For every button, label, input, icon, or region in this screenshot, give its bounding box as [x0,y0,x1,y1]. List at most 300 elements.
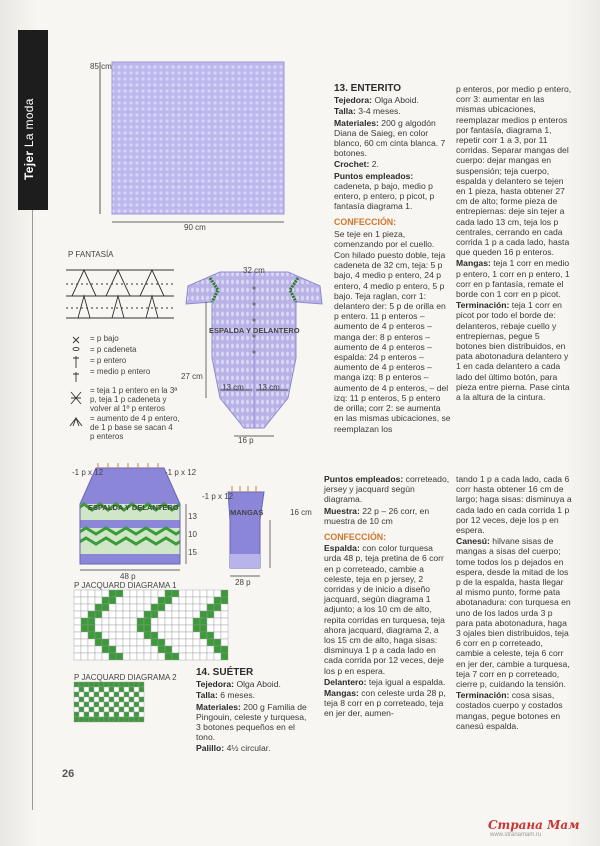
jacquard-cell [94,707,99,712]
jacquard-cell [84,682,89,687]
jacquard-cell [186,618,193,625]
jacquard-cell [193,611,200,618]
jacquard1-title: P JACQUARD DIAGRAMA 1 [74,581,177,590]
jacquard-cell [186,632,193,639]
jacquard-cell [134,682,139,687]
jacquard-cell [74,653,81,660]
jacquard-cell [94,702,99,707]
jacquard-cell [186,611,193,618]
jacquard-cell [134,687,139,692]
jacquard-cell [137,632,144,639]
jacquard-cell [207,604,214,611]
jacquard-cell [81,611,88,618]
jacquard-cell [165,590,172,597]
jacquard-cell [79,712,84,717]
jacquard-cell [158,646,165,653]
jacquard-cell [114,687,119,692]
jacquard-cell [200,604,207,611]
jacquard-cell [221,590,228,597]
jacquard-cell [193,653,200,660]
jacquard-cell [88,611,95,618]
jacquard-cell [151,625,158,632]
jacquard-cell [102,618,109,625]
jacquard-cell [123,604,130,611]
jacquard-cell [193,590,200,597]
jacquard-cell [109,632,116,639]
jacquard-cell [200,653,207,660]
jacquard-cell [88,639,95,646]
jacquard-cell [179,625,186,632]
jacquard-cell [207,639,214,646]
jacquard-cell [214,646,221,653]
jacquard-cell [109,707,114,712]
jacquard-cell [116,639,123,646]
jacquard-cell [124,692,129,697]
jacquard-cell [179,639,186,646]
article-13-col1: 13. ENTERITO Tejedora: Olga Aboid. Talla: 3-4 meses. Materiales: 200 g algodón Diana de Saieg, en color blanco, 60 cm cinta blanca. 7 botones. Crochet: 2. Puntos empleados: cadeneta, p bajo, medio p entero, p entero, p picot, p fantasía diagrama 1. CONFECCIÓN: Se teje en 1 pieza, comenzando por el cuello. Con hilado puesto doble, teja cadeneta de 32 cm, teja: 5 p bajo, 4 medio p entero, 24 p entero, 4 medio p entero, 5 p bajo. Teja raglan, corr 1: delantero der: 5 p de orilla en p entero. 11 p enteros – aumento de 4 p enteros – manga der: 8 p enteros – aumento de 4 p enteros – espalda: 24 p enteros – aumento de 4 p enteros – manga izq: 8 p enteros – aumento de 4 p enteros, – del izq: 11 p enteros, 5 p entero de orilla; corr 2: se aumenta en las mismas ubicaciones, se reemplazan los [334,83,451,434]
jacquard-cell [88,590,95,597]
jacquard-cell [114,697,119,702]
jacquard-cell [165,611,172,618]
jacquard-cell [129,717,134,722]
jacquard-cell [109,653,116,660]
jacquard-cell [74,702,79,707]
jacquard-cell [95,611,102,618]
jacquard-cell [81,604,88,611]
jacquard-cell [186,590,193,597]
jacquard-cell [158,625,165,632]
jacquard-cell [124,682,129,687]
jacquard-cell [119,702,124,707]
jacquard-cell [109,639,116,646]
jacquard-cell [109,712,114,717]
jacquard-cell [74,692,79,697]
jacquard-cell [134,717,139,722]
jacquard-cell [139,707,144,712]
section-tab [18,30,48,210]
jacquard-cell [116,611,123,618]
jacquard-cell [200,618,207,625]
jacquard-cell [95,646,102,653]
jacquard-cell [214,611,221,618]
jacquard-cell [193,597,200,604]
jacquard-cell [137,590,144,597]
jacquard-cell [102,597,109,604]
jacquard-cell [123,646,130,653]
jacquard-cell [109,687,114,692]
jacquard-cell [119,712,124,717]
jacquard-cell [179,597,186,604]
jacquard-cell [109,611,116,618]
jacquard-cell [81,618,88,625]
jacquard-cell [158,604,165,611]
legend-symbols [70,334,90,434]
legend-note-1: = teja 1 p entero en la 3ª p, teja 1 p cadeneta y volver al 1º p enteros [90,386,178,413]
jacquard-cell [130,639,137,646]
jacquard-cell [116,590,123,597]
jacquard-cell [193,604,200,611]
jacquard-cell [124,697,129,702]
jacquard-cell [88,632,95,639]
page-number: 26 [62,768,75,780]
jacquard-cell [84,707,89,712]
jacquard-cell [158,597,165,604]
jacquard-cell [134,702,139,707]
jacquard-cell [95,604,102,611]
jacquard-cell [109,692,114,697]
jacquard-cell [130,632,137,639]
jacquard-cell [74,590,81,597]
jacquard-cell [200,611,207,618]
jacquard-cell [172,611,179,618]
jacquard-cell [200,597,207,604]
jacquard-cell [186,597,193,604]
jacquard-cell [221,646,228,653]
legend-medio-p-entero: = medio p entero [90,367,151,376]
jacquard-cell [137,646,144,653]
jacquard-cell [130,597,137,604]
jacquard-cell [144,653,151,660]
jacquard-cell [99,692,104,697]
jacquard-cell [158,618,165,625]
jacquard-cell [158,639,165,646]
jacquard-cell [114,717,119,722]
jacquard-cell [104,702,109,707]
jacquard-cell [158,611,165,618]
jacquard-cell [179,646,186,653]
jacquard-cell [123,597,130,604]
jacquard-cell [89,697,94,702]
jacquard-cell [84,712,89,717]
jacquard-cell [158,632,165,639]
jacquard-cell [151,597,158,604]
jacquard-cell [200,646,207,653]
fantasia-chart [64,262,176,324]
jacquard-cell [144,611,151,618]
jacquard-cell [165,604,172,611]
jacquard-cell [130,646,137,653]
jacquard-cell [221,653,228,660]
jacquard-cell [94,687,99,692]
jacquard-cell [95,625,102,632]
jacquard-cell [158,590,165,597]
jacquard-cell [114,702,119,707]
jacquard-cell [99,687,104,692]
jacquard-cell [144,625,151,632]
jacquard-cell [109,625,116,632]
jacquard-cell [84,697,89,702]
jacquard-cell [116,604,123,611]
jacquard-cell [214,597,221,604]
romper-neck-label: 32 cm [243,266,265,275]
jacquard-cell [99,682,104,687]
jacquard-cell [109,717,114,722]
romper-left-label: 13 cm [222,383,244,392]
jacquard-cell [151,646,158,653]
jacquard-cell [186,646,193,653]
jacquard-cell [84,692,89,697]
jacquard-cell [95,632,102,639]
jacquard-cell [207,625,214,632]
jacquard-cell [81,590,88,597]
jacquard-cell [137,597,144,604]
jacquard-cell [79,692,84,697]
section-title: Tejer La moda [22,98,36,180]
jacquard-cell [130,611,137,618]
jacquard-cell [179,653,186,660]
square-width-label: 90 cm [184,223,206,232]
jacquard-cell [193,639,200,646]
jacquard-cell [79,697,84,702]
jacquard-cell [99,702,104,707]
jacquard-cell [179,604,186,611]
jacquard-cell [139,687,144,692]
jacquard-cell [214,604,221,611]
jacquard-cell [79,707,84,712]
jacquard-cell [74,632,81,639]
jacquard-cell [172,625,179,632]
jacquard-cell [104,687,109,692]
jacquard-cell [214,590,221,597]
jacquard-cell [207,646,214,653]
jacquard-cell [102,611,109,618]
jacquard-cell [88,604,95,611]
jacquard-cell [207,611,214,618]
jacquard-cell [88,625,95,632]
jacquard-cell [139,712,144,717]
jacquard-cell [207,590,214,597]
jacquard-cell [144,639,151,646]
confeccion-heading-2: CONFECCIÓN: [324,532,387,543]
jacquard-cell [109,702,114,707]
jacquard-cell [116,646,123,653]
jacquard-cell [139,702,144,707]
jacquard-cell [172,597,179,604]
sweater-piece-label: ESPALDA Y DELANTERO [88,503,179,512]
jacquard-cell [134,692,139,697]
jacquard-cell [84,717,89,722]
jacquard-cell [200,625,207,632]
jacquard-cell [89,702,94,707]
jacquard-cell [104,712,109,717]
legend-p-entero: = p entero [90,356,127,365]
sweater-width-label: 48 p [120,572,136,581]
jacquard-cell [74,707,79,712]
legend-p-cadeneta: = p cadeneta [90,345,137,354]
jacquard-cell [179,590,186,597]
jacquard-cell [179,618,186,625]
jacquard-cell [214,618,221,625]
jacquard-cell [74,597,81,604]
jacquard-cell [165,639,172,646]
jacquard2-grid [74,682,144,722]
jacquard-cell [179,632,186,639]
jacquard-cell [172,653,179,660]
margin-rule [32,210,33,810]
jacquard-cell [74,611,81,618]
jacquard-cell [137,639,144,646]
romper-right-label: 13 cm [258,383,280,392]
jacquard-cell [119,682,124,687]
jacquard-cell [123,611,130,618]
jacquard-cell [79,682,84,687]
jacquard-cell [114,712,119,717]
jacquard-cell [109,618,116,625]
romper-piece-label: ESPALDA Y DELANTERO [209,326,300,335]
jacquard-cell [102,646,109,653]
jacquard-cell [102,639,109,646]
jacquard-cell [130,604,137,611]
jacquard-cell [104,692,109,697]
jacquard-cell [116,597,123,604]
sweater-measure-1: 13 [188,512,197,521]
jacquard-cell [74,697,79,702]
jacquard-cell [207,618,214,625]
jacquard-cell [124,687,129,692]
jacquard-cell [221,604,228,611]
jacquard-cell [114,682,119,687]
jacquard-cell [207,653,214,660]
jacquard-cell [95,597,102,604]
jacquard-cell [74,717,79,722]
jacquard-cell [81,597,88,604]
jacquard-cell [114,692,119,697]
jacquard-cell [95,590,102,597]
jacquard-cell [144,618,151,625]
jacquard-cell [165,625,172,632]
article-14-col2: tando 1 p a cada lado, cada 6 corr hasta obtener 16 cm de largo; haga sisas: disminuya a cada lado en cada corrida 1 p por 12 veces, deje los p en espera. Canesú: hilvane sisas de mangas a sisas del cuerpo; tome todos los p dejados en espera, desde la mitad de los p de la espalda, hasta llegar al mismo punto, forme pata abotanadura: con turquesa en uno de los lados urda 3 p para pata abotonadura, haga 3 ojales bien distribuidos, teja 6 corr en p correteado, cambie a celeste, teja 6 corr en jer der, cambie a turquesa, teja 7 corr en p correteado, cierre p, cuidando la tensión. Terminación: cosa sisas, costados cuerpo y costados mangas, pegue botones en canesú espalda. [456,474,572,731]
jacquard-cell [89,687,94,692]
jacquard-cell [186,625,193,632]
jacquard-cell [221,639,228,646]
jacquard-cell [200,632,207,639]
jacquard-cell [207,597,214,604]
jacquard-cell [104,682,109,687]
jacquard-cell [88,597,95,604]
sleeve-piece-label: MANGAS [230,508,264,517]
jacquard-cell [151,604,158,611]
square-height-label: 85 cm [90,62,112,71]
legend-p-bajo: = p bajo [90,334,119,343]
jacquard-cell [165,597,172,604]
sweater-rep-right: -1 p x 12 [165,468,197,477]
jacquard-cell [179,611,186,618]
sleeve-rep-label: -1 p x 12 [202,492,234,501]
jacquard-cell [200,639,207,646]
romper-bottom-label: 16 p [238,436,254,445]
jacquard-cell [137,611,144,618]
sweater-rep-left: -1 p x 12 [72,468,104,477]
jacquard-cell [109,682,114,687]
jacquard-cell [95,639,102,646]
jacquard-cell [165,646,172,653]
jacquard-cell [95,618,102,625]
jacquard-cell [81,646,88,653]
romper-diagram [180,262,330,447]
jacquard-cell [109,697,114,702]
sweater-measure-2: 10 [188,530,197,539]
jacquard-cell [74,646,81,653]
jacquard-cell [158,653,165,660]
jacquard-cell [109,604,116,611]
watermark-logo: Страна Мам www.stranamam.ru [488,818,580,838]
jacquard-cell [214,639,221,646]
jacquard-cell [104,717,109,722]
jacquard-cell [186,639,193,646]
jacquard-cell [119,687,124,692]
jacquard-cell [124,712,129,717]
article-14-header: 14. SUÉTER Tejedora: Olga Aboid. Talla: 6 meses. Materiales: 200 g Familia de Pingouin, celeste y turquesa, 3 botones pequeños en el tono. Palillo: 4½ circular. [196,668,312,755]
sleeve-height-label: 16 cm [290,508,312,517]
jacquard-cell [186,653,193,660]
jacquard-cell [151,632,158,639]
jacquard-cell [89,707,94,712]
jacquard-cell [165,618,172,625]
sweater-diagram [76,460,206,580]
jacquard-cell [74,625,81,632]
jacquard-cell [134,707,139,712]
jacquard-cell [144,646,151,653]
jacquard-cell [151,639,158,646]
article-14-title: 14. SUÉTER [196,667,254,678]
jacquard-cell [94,682,99,687]
jacquard-cell [104,707,109,712]
jacquard-cell [109,597,116,604]
jacquard-cell [130,618,137,625]
jacquard-cell [137,653,144,660]
jacquard-cell [116,618,123,625]
jacquard-cell [123,639,130,646]
jacquard-cell [89,682,94,687]
jacquard-cell [81,625,88,632]
romper-height-label: 27 cm [181,372,203,381]
jacquard-cell [102,604,109,611]
jacquard-cell [214,625,221,632]
square-diagram [92,58,292,233]
jacquard-cell [144,604,151,611]
jacquard-cell [151,618,158,625]
jacquard-cell [89,717,94,722]
jacquard-cell [81,632,88,639]
jacquard-cell [144,590,151,597]
jacquard-cell [116,625,123,632]
jacquard-cell [79,687,84,692]
jacquard-cell [99,712,104,717]
jacquard-cell [89,712,94,717]
jacquard-cell [129,707,134,712]
jacquard-cell [151,653,158,660]
jacquard2-title: P JACQUARD DIAGRAMA 2 [74,673,177,682]
jacquard-cell [89,692,94,697]
jacquard-cell [151,590,158,597]
jacquard-cell [129,702,134,707]
jacquard-cell [74,618,81,625]
jacquard-cell [114,707,119,712]
jacquard-cell [165,653,172,660]
jacquard-cell [129,692,134,697]
jacquard-cell [94,717,99,722]
jacquard-cell [81,653,88,660]
jacquard-cell [123,625,130,632]
article-14-col1: Puntos empleados: correteado, jersey y jacquard según diagrama. Muestra: 22 p – 26 corr, en muestra de 10 cm CONFECCIÓN: Espalda: con color turquesa urda 48 p, teja pretina de 6 corr en p correteado, cambie a celeste, teja en p jersey, 2 corridas y de inicio a diseño jacquard, según diagrama 1 adjunto; a los 10 cm de alto, repita corridas en turquesa, teja ahora jacquard, diagrama 2, a los 15 cm de alto, haga sisas: disminuya 1 p a cada lado en cada corrida por 12 veces, deje los p en espera. Delantero: teja igual a espalda. Mangas: con celeste urda 28 p, teja 8 corr en p correteado, teja en jer der, aumen- [324,474,452,720]
jacquard-cell [74,639,81,646]
jacquard-cell [102,653,109,660]
jacquard-cell [88,618,95,625]
jacquard-cell [172,646,179,653]
jacquard1-grid [74,590,228,658]
jacquard-cell [124,702,129,707]
jacquard-cell [88,653,95,660]
